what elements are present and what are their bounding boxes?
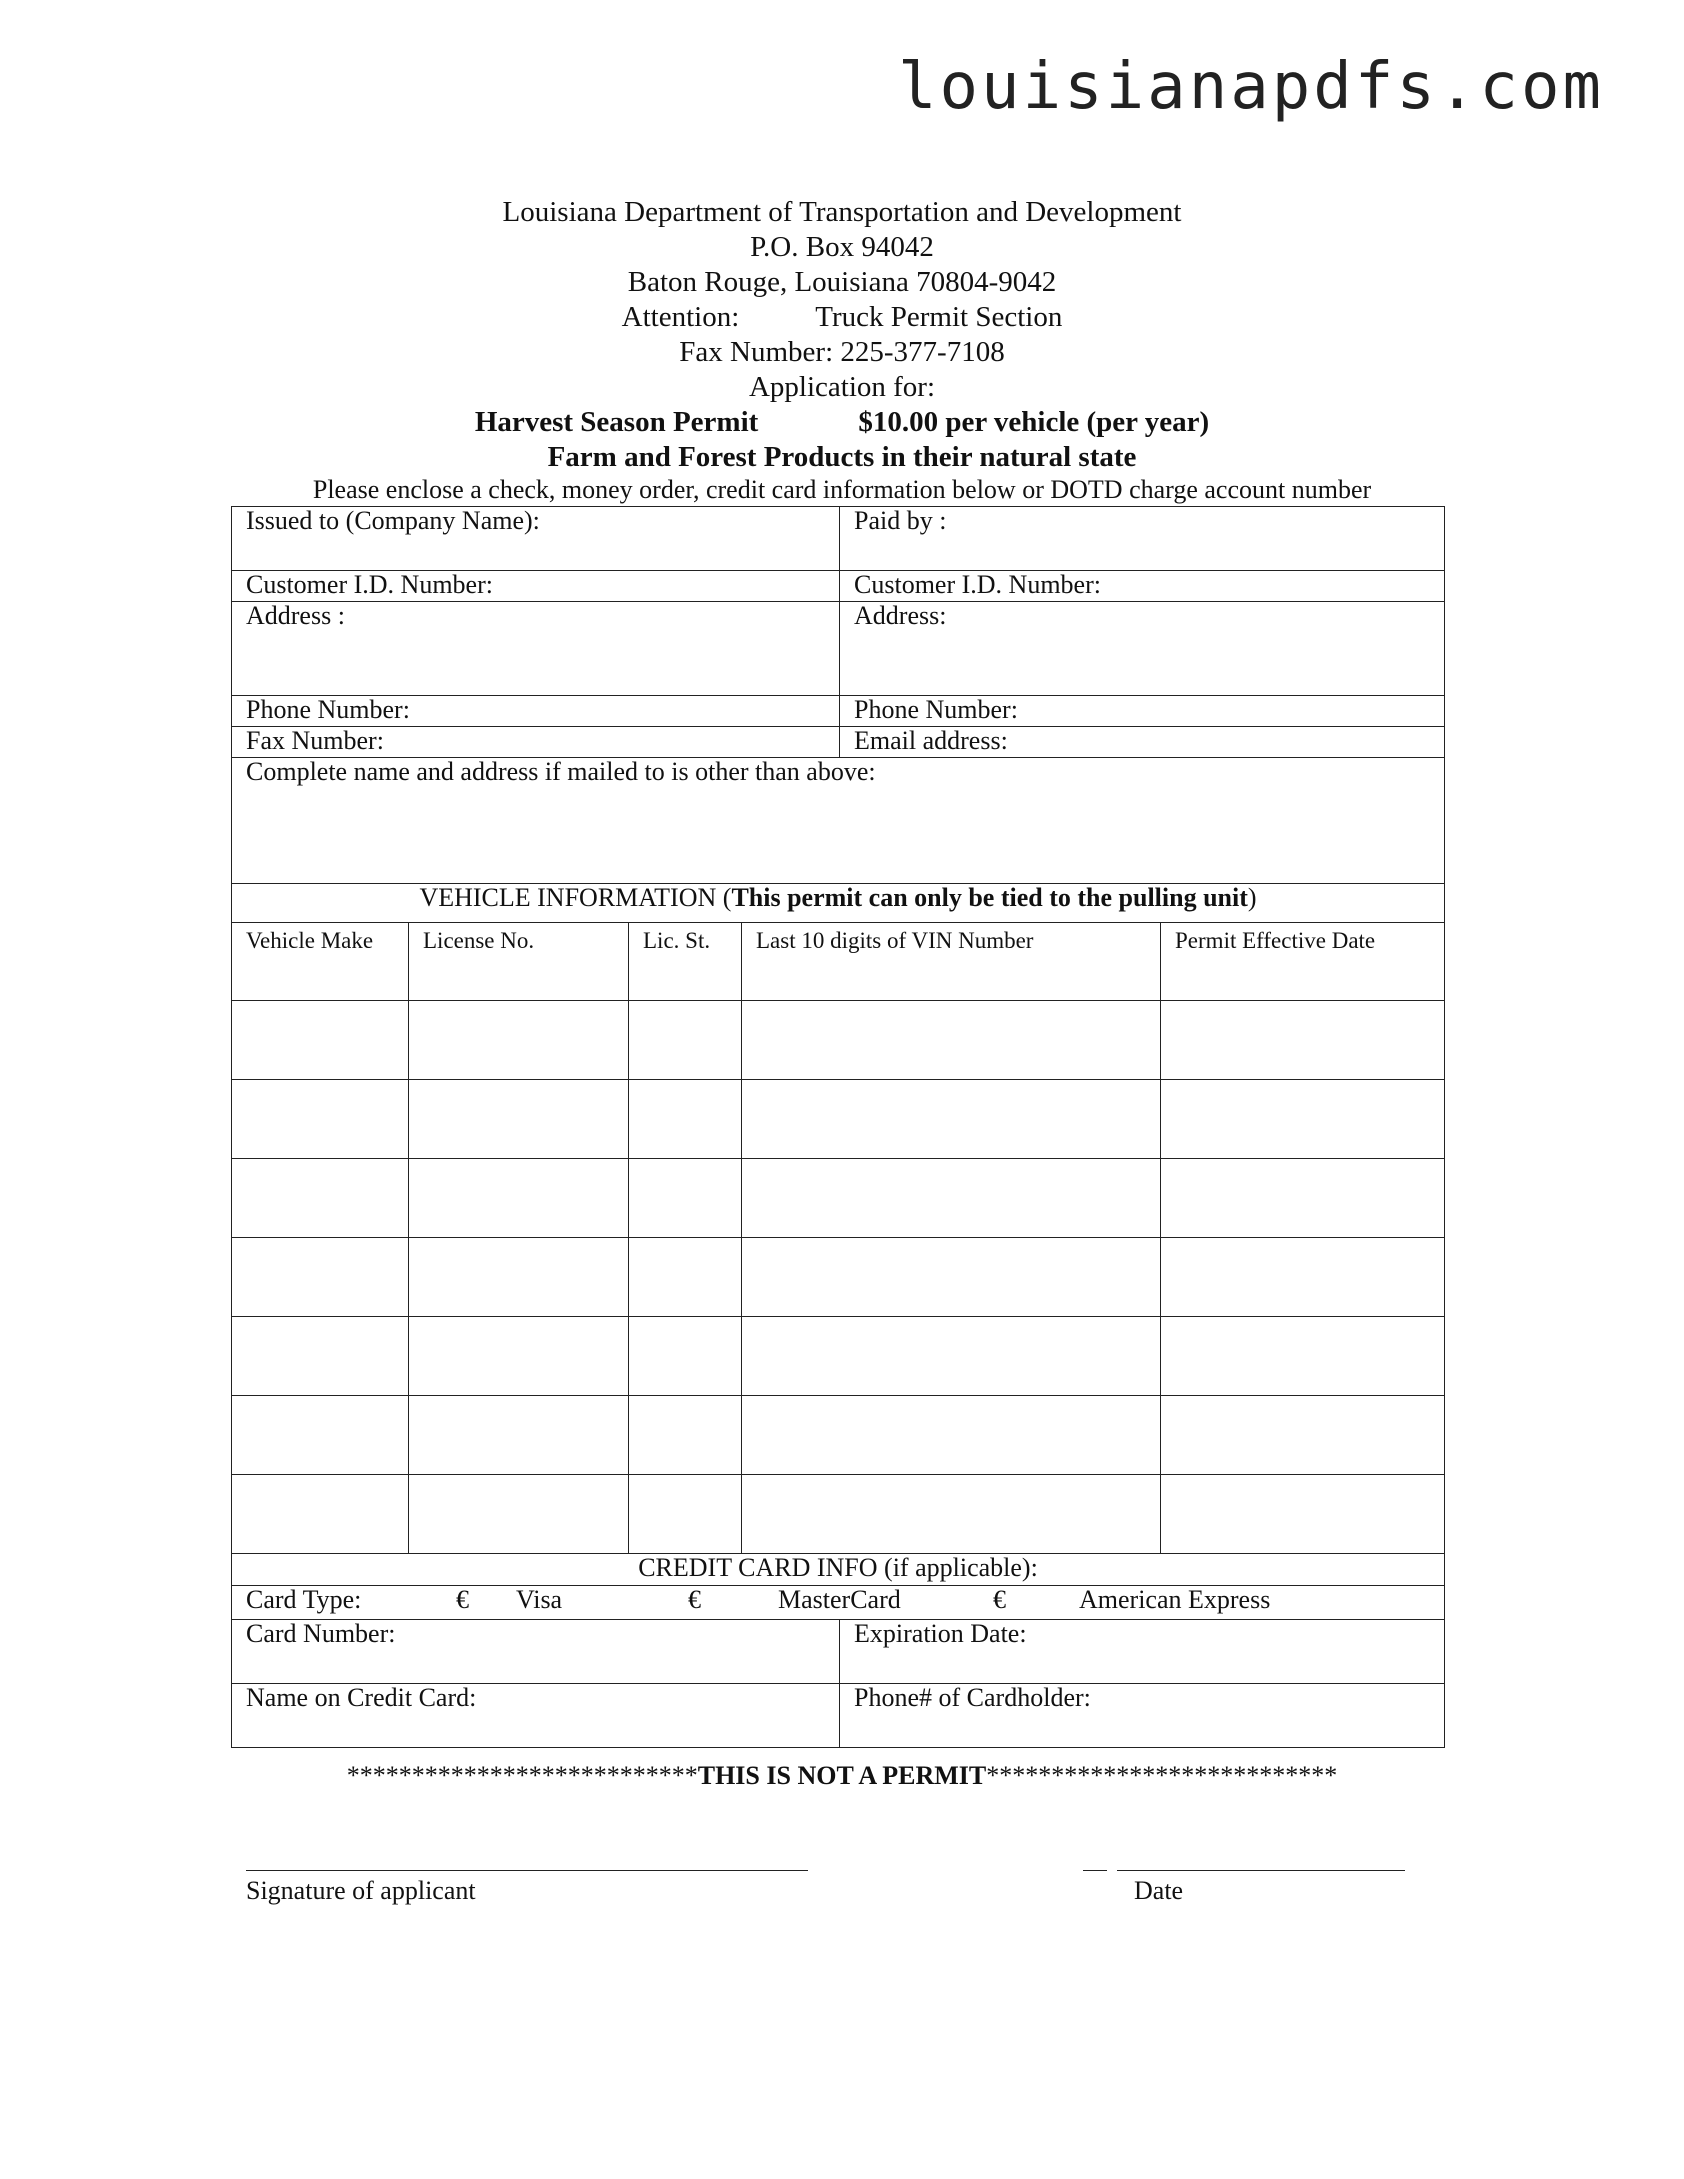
paid-by-field[interactable]: Paid by : [840,507,1445,571]
license-no-cell[interactable] [409,1317,629,1396]
customer-id-right-field[interactable]: Customer I.D. Number: [840,571,1445,602]
col-lic-st: Lic. St. [629,923,742,1001]
effective-date-cell[interactable] [1161,1475,1445,1554]
email-right-field[interactable]: Email address: [840,727,1445,758]
form-header [0,195,1684,505]
card-number-field[interactable]: Card Number: [232,1620,840,1684]
vehicle-title-prefix: VEHICLE INFORMATION ( [419,883,732,912]
col-vehicle-make: Vehicle Make [232,923,409,1001]
vehicle-make-cell[interactable] [232,1159,409,1238]
license-no-cell[interactable] [409,1475,629,1554]
vin-cell[interactable] [742,1396,1161,1475]
mail-to-field[interactable]: Complete name and address if mailed to is other than above: [232,758,1445,884]
vehicle-make-cell[interactable] [232,1238,409,1317]
signature-line[interactable] [246,1870,808,1871]
col-effective-date: Permit Effective Date [1161,923,1445,1001]
vehicle-make-cell[interactable] [232,1080,409,1159]
vehicle-row [232,1001,1445,1080]
attention-value: Truck Permit Section [815,301,1063,333]
lic-st-cell[interactable] [629,1238,742,1317]
vin-cell[interactable] [742,1080,1161,1159]
effective-date-cell[interactable] [1161,1317,1445,1396]
date-line-short [1083,1870,1107,1871]
vehicle-row [232,1475,1445,1554]
address-left-field[interactable]: Address : [232,602,840,696]
lic-st-cell[interactable] [629,1001,742,1080]
phone-right-field[interactable]: Phone Number: [840,696,1445,727]
permit-fee: $10.00 per vehicle (per year) [858,406,1210,438]
vehicle-row [232,1396,1445,1475]
vehicle-make-cell[interactable] [232,1001,409,1080]
vehicle-row [232,1317,1445,1396]
license-no-cell[interactable] [409,1396,629,1475]
customer-id-left-field[interactable]: Customer I.D. Number: [232,571,840,602]
effective-date-cell[interactable] [1161,1001,1445,1080]
vin-cell[interactable] [742,1475,1161,1554]
vin-cell[interactable] [742,1317,1161,1396]
visa-checkbox[interactable]: € [456,1585,469,1614]
permit-name: Harvest Season Permit [474,406,759,438]
stars-right: *************************** [986,1761,1338,1790]
cardholder-phone-field[interactable]: Phone# of Cardholder: [840,1684,1445,1748]
date-line[interactable] [1117,1870,1405,1871]
credit-card-title: CREDIT CARD INFO (if applicable): [232,1554,1445,1586]
vehicle-row [232,1080,1445,1159]
license-no-cell[interactable] [409,1001,629,1080]
address-right-field[interactable]: Address: [840,602,1445,696]
application-form-table [231,506,1445,1748]
amex-checkbox[interactable]: € [993,1585,1006,1614]
stars-left: *************************** [346,1761,698,1790]
vehicle-make-cell[interactable] [232,1317,409,1396]
fax-number: Fax Number: 225-377-7108 [679,336,1005,368]
expiration-date-field[interactable]: Expiration Date: [840,1620,1445,1684]
effective-date-cell[interactable] [1161,1159,1445,1238]
col-license-no: License No. [409,923,629,1001]
watermark: louisianapdfs.com [897,50,1604,124]
payment-note: Please enclose a check, money order, credit card information below or DOTD charge account number [312,475,1372,504]
attention-line [0,300,1684,335]
lic-st-cell[interactable] [629,1396,742,1475]
mastercard-checkbox[interactable]: € [688,1585,701,1614]
vehicle-title-bold: This permit can only be tied to the pulling unit [731,883,1248,912]
vehicle-row [232,1159,1445,1238]
not-a-permit-text: THIS IS NOT A PERMIT [697,1761,987,1790]
application-for: Application for: [748,371,936,403]
products-line: Farm and Forest Products in their natural state [547,441,1137,473]
effective-date-cell[interactable] [1161,1080,1445,1159]
vehicle-make-cell[interactable] [232,1475,409,1554]
vin-cell[interactable] [742,1159,1161,1238]
license-no-cell[interactable] [409,1080,629,1159]
permit-line [0,405,1684,440]
license-no-cell[interactable] [409,1159,629,1238]
vehicle-row [232,1238,1445,1317]
city-state-zip: Baton Rouge, Louisiana 70804-9042 [627,266,1057,298]
license-no-cell[interactable] [409,1238,629,1317]
signature-label: Signature of applicant [246,1876,476,1905]
lic-st-cell[interactable] [629,1317,742,1396]
card-type-row [232,1586,1445,1620]
card-type-label: Card Type: [246,1585,362,1614]
lic-st-cell[interactable] [629,1475,742,1554]
vin-cell[interactable] [742,1238,1161,1317]
col-vin: Last 10 digits of VIN Number [742,923,1161,1001]
issued-to-field[interactable]: Issued to (Company Name): [232,507,840,571]
vehicle-info-title [232,884,1445,923]
name-on-card-field[interactable]: Name on Credit Card: [232,1684,840,1748]
visa-label: Visa [516,1585,563,1614]
mastercard-label: MasterCard [778,1585,901,1614]
lic-st-cell[interactable] [629,1159,742,1238]
po-box: P.O. Box 94042 [750,231,934,263]
phone-left-field[interactable]: Phone Number: [232,696,840,727]
date-label: Date [1134,1876,1184,1905]
lic-st-cell[interactable] [629,1080,742,1159]
vehicle-make-cell[interactable] [232,1396,409,1475]
agency-name: Louisiana Department of Transportation and Development [502,196,1182,228]
not-a-permit-notice [0,1761,1684,1791]
effective-date-cell[interactable] [1161,1238,1445,1317]
fax-left-field[interactable]: Fax Number: [232,727,840,758]
effective-date-cell[interactable] [1161,1396,1445,1475]
vin-cell[interactable] [742,1001,1161,1080]
vehicle-title-suffix: ) [1247,883,1257,912]
amex-label: American Express [1079,1585,1271,1614]
attention-label: Attention: [621,301,740,333]
